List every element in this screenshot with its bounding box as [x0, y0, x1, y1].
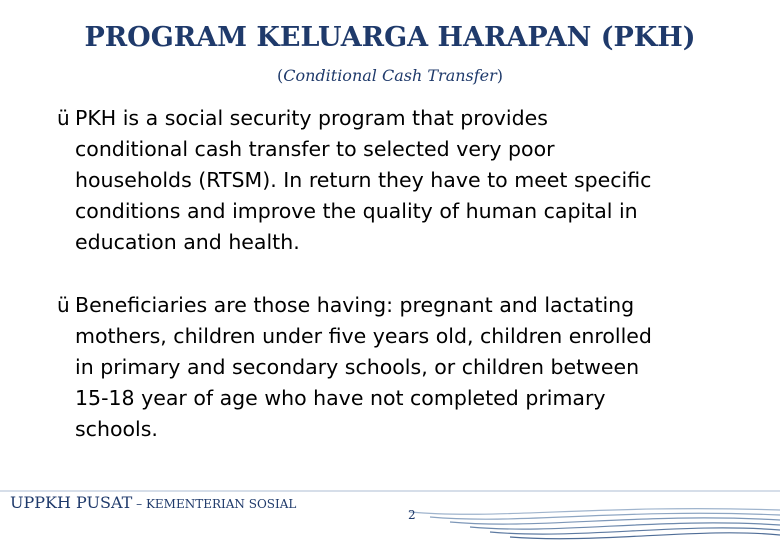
bullet-line: conditional cash transfer to selected very poor: [75, 137, 555, 161]
bullet-line: mothers, children under five years old, children enrolled: [75, 324, 652, 348]
bullet-line: 15-18 year of age who have not completed primary: [75, 386, 606, 410]
subtitle-close-paren: ): [496, 66, 504, 85]
bullet-line: PKH is a social security program that provides: [75, 106, 548, 130]
page-number: 2: [408, 508, 416, 522]
subtitle-text: Conditional Cash Transfer: [283, 66, 497, 85]
slide-title: PROGRAM KELUARGA HARAPAN (PKH): [84, 22, 696, 53]
footer-org-sub: KEMENTERIAN SOSIAL: [145, 497, 297, 511]
footer-organization: [10, 493, 296, 512]
bullet-line: conditions and improve the quality of human capital in: [75, 199, 638, 223]
subtitle-open-paren: (: [276, 66, 284, 85]
bullet-line: Beneficiaries are those having: pregnant and lactating: [75, 293, 635, 317]
bullet-line: households (RTSM). In return they have to meet specific: [75, 168, 652, 192]
bullet-pkh-definition: [57, 103, 757, 258]
bullet-line: in primary and secondary schools, or children between: [75, 355, 640, 379]
bullet-line: schools.: [75, 417, 158, 441]
slide-subtitle: [0, 66, 780, 85]
bullet-beneficiaries: [57, 290, 757, 445]
bullet-line: education and health.: [75, 230, 300, 254]
footer-org-main: UPPKH PUSAT: [10, 493, 133, 512]
checkmark-icon: ü: [57, 106, 70, 130]
checkmark-icon: ü: [57, 293, 70, 317]
footer-org-separator: –: [132, 497, 146, 511]
